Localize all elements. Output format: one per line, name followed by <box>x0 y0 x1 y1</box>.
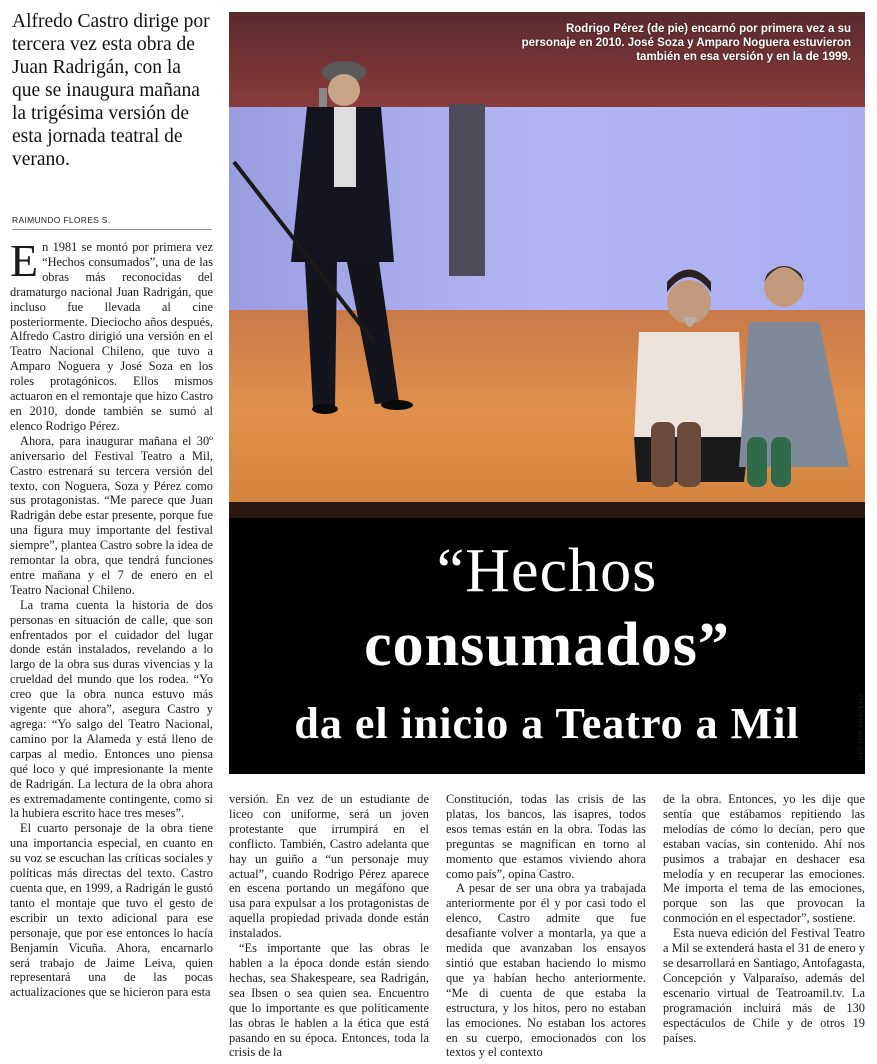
paragraph: versión. En vez de un estudiante de liceo con uniforme, será un joven protestante que irrumpirá en el conflicto. También, Castro adelanta que hay un guiño a “un personaje muy actual”, cuando Rodrigo Pérez aparece en escena portando un megáfono que usa para expulsar a los protagonistas de aquella propiedad privada donde están instalados. <box>229 792 429 941</box>
paragraph: “Es importante que las obras le hablen a la época donde están siendo hechas, sea Shakespeare, sea Radrigán, sea Ibsen o sea quien sea. Encuentro que lo importante es que políticamente las obras le hablen a la ética que está pasando en su época. Entonces, toda la crisis de la <box>229 941 429 1060</box>
article-deck <box>12 10 212 171</box>
article-column-2 <box>229 792 429 1060</box>
stage-photo <box>229 12 865 518</box>
article-column-3 <box>446 792 646 1060</box>
article-column-1 <box>10 235 213 1000</box>
paragraph: Ahora, para inaugurar mañana el 30º aniversario del Festival Teatro a Mil, Castro estrenará su tercera versión del texto, con Noguera, Soza y Pérez como sus protagonistas. “Me parece que Juan Radrigán debe estar presente, porque fue una figura muy importante del festival siempre”, plantea Castro sobre la idea de remontar la obra, que tendrá funciones entre mañana y el 7 de enero en el Teatro Nacional Chileno. <box>10 433 213 597</box>
headline-subtitle: da el inicio a Teatro a Mil <box>294 699 800 748</box>
paragraph: Esta nueva edición del Festival Teatro a Mil se extenderá hasta el 31 de enero y se desarrollará en Santiago, Antofagasta, Concepción y Valparaíso, además del escenario virtual de Teatroamil.tv. La programación incluirá más de 130 espectáculos de Chile y de otros 19 países. <box>663 926 865 1045</box>
paragraph: El cuarto personaje de la obra tiene una importancia especial, en cuanto en su voz se escuchan las críticas sociales y políticas más directas del texto. Castro cuenta que, en 1999, a Radrigán le gustó tanto el montaje que tuvo el gesto de escribir un texto adicional para ese personaje, que por ese entonces lo hacía Benjamín Vicuña. Ahora, encarnarlo será trabajo de Jaime Leiva, quien representará una de las pocas actualizaciones que se hicieron para esta <box>10 821 213 1000</box>
headline-line-2: consumados” <box>364 611 730 679</box>
headline-line-1: “Hechos <box>436 537 658 605</box>
headline-block <box>229 518 865 774</box>
drop-cap: E <box>10 235 39 286</box>
stage-photo-illustration <box>229 12 865 518</box>
paragraph: A pesar de ser una obra ya trabajada anteriormente por él y por casi todo el elenco, Castro admite que fue desafiante volver a montarla, ya que a medida que avanzaban los ensayos sintió que estaban haciendo lo mismo que ya habían hecho anteriormente. “Me di cuenta de que estaba la estructura, y los hitos, pero no estaban las emociones. No estaban los actores en su cuerpo, emocionados con los textos y el contexto <box>446 881 646 1060</box>
paragraph: En 1981 se montó por primera vez “Hechos consumados”, una de las obras más reconocidas del dramaturgo nacional Juan Radrigán, que incluso fue llevada al cine posteriormente. Dieciocho años después, Alfredo Castro dirigió una versión en el Teatro Nacional Chileno, que tuvo a Amparo Noguera y José Soza en los roles protagónicos. Ellos mismos actuaron en el remontaje que hizo Castro en 2010, donde también se sumó al elenco Rodrigo Pérez. <box>10 235 213 433</box>
paragraph: La trama cuenta la historia de dos personas en situación de calle, que son enfrentados por el cuidador del lugar donde están instalados, revelando a lo largo de la obra sus duras vivencias y la crueldad del mundo que los rodea. “Yo creo que la obra nunca estuvo más vigente que ahora”, asegura Castro y agrega: “Yo salgo del Teatro Nacional, camino por la Alameda y está lleno de carpas al medio. Entonces uno piensa qué loco y qué impresionante la mente de Radrigán. La lectura de la obra ahora es extremadamente contingente, como si la hubiera escrito hace tres meses”. <box>10 597 213 821</box>
photo-credit: HÉCTOR ARAVENA <box>858 693 865 760</box>
paragraph: de la obra. Entonces, yo les dije que sentía que estábamos repitiendo las melodías de cómo lo decían, pero que estaban vacías, sin contenido. Ahí nos pusimos a trabajar en deshacer esa melodía y en recuperar las emociones. Me importa el tema de las emociones, porque son las que provocan la conmoción en el espectador”, sostiene. <box>663 792 865 926</box>
photo-caption: Rodrigo Pérez (de pie) encarnó por primera vez a su personaje en 2010. José Soza y Amparo Noguera estuvieron también en esa versión y en la de 1999. <box>521 23 851 63</box>
paragraph: Constitución, todas las crisis de las platas, los bancos, las isapres, todos esos temas están en la obra. Todas las preguntas se magnifican en torno al momento que estamos viviendo ahora como país”, opina Castro. <box>446 792 646 881</box>
deck-text: Alfredo Castro dirige por tercera vez esta obra de Juan Radrigán, con la que se inaugura mañana la trigésima versión de esta jornada teatral de verano. <box>12 11 210 170</box>
article-column-4 <box>663 792 865 1045</box>
byline: RAIMUNDO FLORES S. <box>12 215 212 230</box>
